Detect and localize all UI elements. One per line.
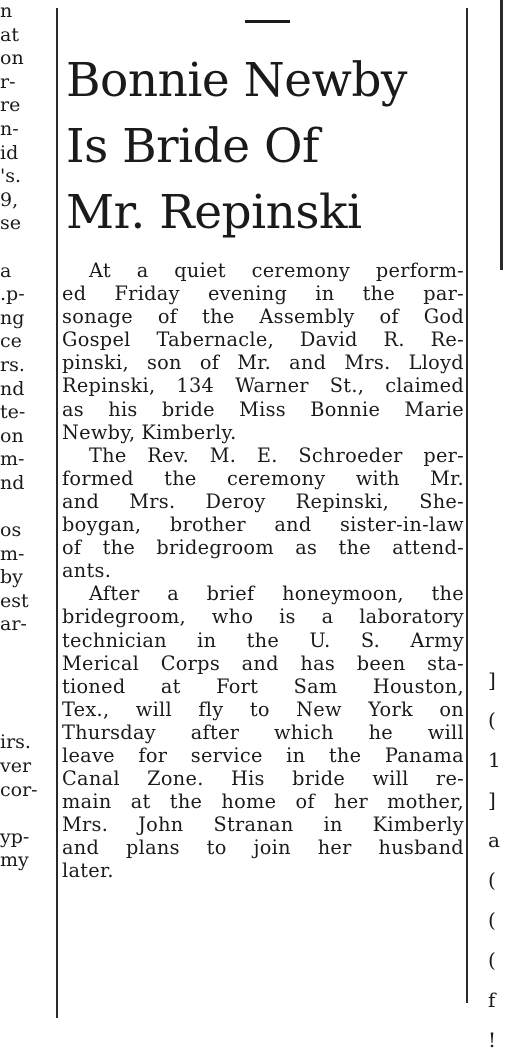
left-fragment: est bbox=[0, 589, 29, 612]
article-paragraph bbox=[62, 259, 464, 444]
article-line: sonage of the Assembly of God bbox=[62, 305, 464, 329]
left-fragment: os bbox=[0, 519, 22, 542]
left-fragment bbox=[0, 684, 46, 708]
left-fragment: yp- bbox=[0, 825, 30, 848]
article-line: leave for service in the Panama bbox=[62, 743, 464, 767]
left-fragment: ce bbox=[0, 330, 22, 353]
left-fragment: rs. bbox=[0, 353, 25, 376]
article-line: Canal Zone. His bride will re- bbox=[62, 767, 464, 791]
left-fragment: by bbox=[0, 566, 23, 589]
article-line: main at the home of her mother, bbox=[62, 790, 464, 814]
right-fragment: 1 bbox=[488, 748, 501, 772]
column-rule-far-right bbox=[500, 0, 503, 270]
left-fragment: ng bbox=[0, 306, 25, 329]
right-fragment: ( bbox=[488, 708, 496, 732]
left-column-fragments bbox=[0, 0, 46, 873]
article-line: of the bridegroom as the attend- bbox=[62, 536, 464, 560]
left-fragment: id bbox=[0, 141, 19, 164]
left-fragment: nd bbox=[0, 471, 25, 494]
left-fragment: n- bbox=[0, 117, 19, 140]
right-fragment: a bbox=[488, 828, 500, 852]
article-line: as his bride Miss Bonnie Marie bbox=[62, 397, 464, 421]
article-line: Repinski, 134 Warner St., claimed bbox=[62, 374, 464, 398]
right-fragment: ] bbox=[488, 668, 496, 692]
right-fragment: f bbox=[488, 988, 496, 1012]
left-fragment: m- bbox=[0, 542, 25, 565]
left-fragment: ar- bbox=[0, 613, 27, 636]
article-line: Mrs. John Stranan in Kimberly bbox=[62, 813, 464, 837]
left-fragment: ver bbox=[0, 755, 32, 777]
column-rule-left bbox=[56, 8, 58, 1018]
left-fragment: r- bbox=[0, 70, 16, 93]
article-line: Gospel Tabernacle, David R. Re- bbox=[62, 328, 464, 352]
headline-line: Mr. Repinski bbox=[66, 185, 362, 240]
left-fragment: on bbox=[0, 424, 24, 447]
left-fragment: my bbox=[0, 849, 29, 872]
article-line: Thursday after which he will bbox=[62, 720, 464, 744]
article-line: boygan, brother and sister-in-law bbox=[62, 513, 464, 537]
headline-line: Is Bride Of bbox=[66, 119, 319, 174]
left-fragment: m- bbox=[0, 448, 25, 471]
article-body bbox=[62, 259, 464, 883]
article-line: At a quiet ceremony perform- bbox=[89, 259, 464, 282]
left-fragment: cor- bbox=[0, 778, 38, 801]
column-rule-right bbox=[466, 8, 468, 1003]
article-line: Tex., will fly to New York on bbox=[62, 697, 464, 721]
right-fragment: ( bbox=[488, 908, 496, 932]
article-line: later. bbox=[62, 859, 114, 883]
article-line: Newby, Kimberly. bbox=[62, 420, 237, 444]
article-line: tioned at Fort Sam Houston, bbox=[62, 674, 464, 698]
left-fragment: re bbox=[0, 94, 21, 117]
article-line: ants. bbox=[62, 559, 112, 583]
left-fragment: irs. bbox=[0, 731, 31, 754]
left-fragment: at bbox=[0, 23, 19, 46]
article-line: and plans to join her husband bbox=[62, 836, 464, 860]
right-fragment: ! bbox=[488, 1028, 497, 1052]
article-line: technician in the U. S. Army bbox=[62, 628, 464, 652]
article-paragraph bbox=[62, 444, 464, 583]
left-fragment: nd bbox=[0, 377, 25, 400]
article-line: and Mrs. Deroy Repinski, She- bbox=[62, 489, 464, 513]
article-line: ed Friday evening in the par- bbox=[62, 282, 464, 306]
article-line: formed the ceremony with Mr. bbox=[62, 466, 464, 490]
article-line: bridegroom, who is a laboratory bbox=[62, 605, 464, 629]
left-fragment: 9, bbox=[0, 188, 19, 211]
left-fragment bbox=[0, 708, 46, 732]
headline-line: Bonnie Newby bbox=[66, 53, 407, 108]
right-fragment: ( bbox=[488, 868, 496, 892]
left-fragment bbox=[0, 637, 46, 661]
left-fragment: on bbox=[0, 47, 24, 70]
left-fragment: a bbox=[0, 259, 12, 282]
article-line: Merical Corps and has been sta- bbox=[62, 651, 464, 675]
left-fragment: n bbox=[0, 0, 13, 22]
right-fragment: ] bbox=[488, 788, 496, 812]
article-line: The Rev. M. E. Schroeder per- bbox=[89, 443, 464, 467]
article-line: pinski, son of Mr. and Mrs. Lloyd bbox=[62, 351, 464, 375]
right-fragment: ( bbox=[488, 948, 496, 972]
headline-rule bbox=[245, 20, 290, 23]
headline bbox=[66, 48, 461, 246]
article-paragraph bbox=[62, 582, 464, 882]
left-fragment bbox=[0, 236, 46, 260]
left-fragment bbox=[0, 495, 46, 519]
article-line: After a brief honeymoon, the bbox=[89, 582, 464, 606]
left-fragment bbox=[0, 802, 46, 826]
left-fragment bbox=[0, 661, 46, 685]
right-column-fragments bbox=[488, 660, 509, 1060]
left-fragment: .p- bbox=[0, 283, 25, 306]
left-fragment: se bbox=[0, 212, 21, 235]
left-fragment: 's. bbox=[0, 165, 22, 188]
left-fragment: te- bbox=[0, 401, 26, 424]
